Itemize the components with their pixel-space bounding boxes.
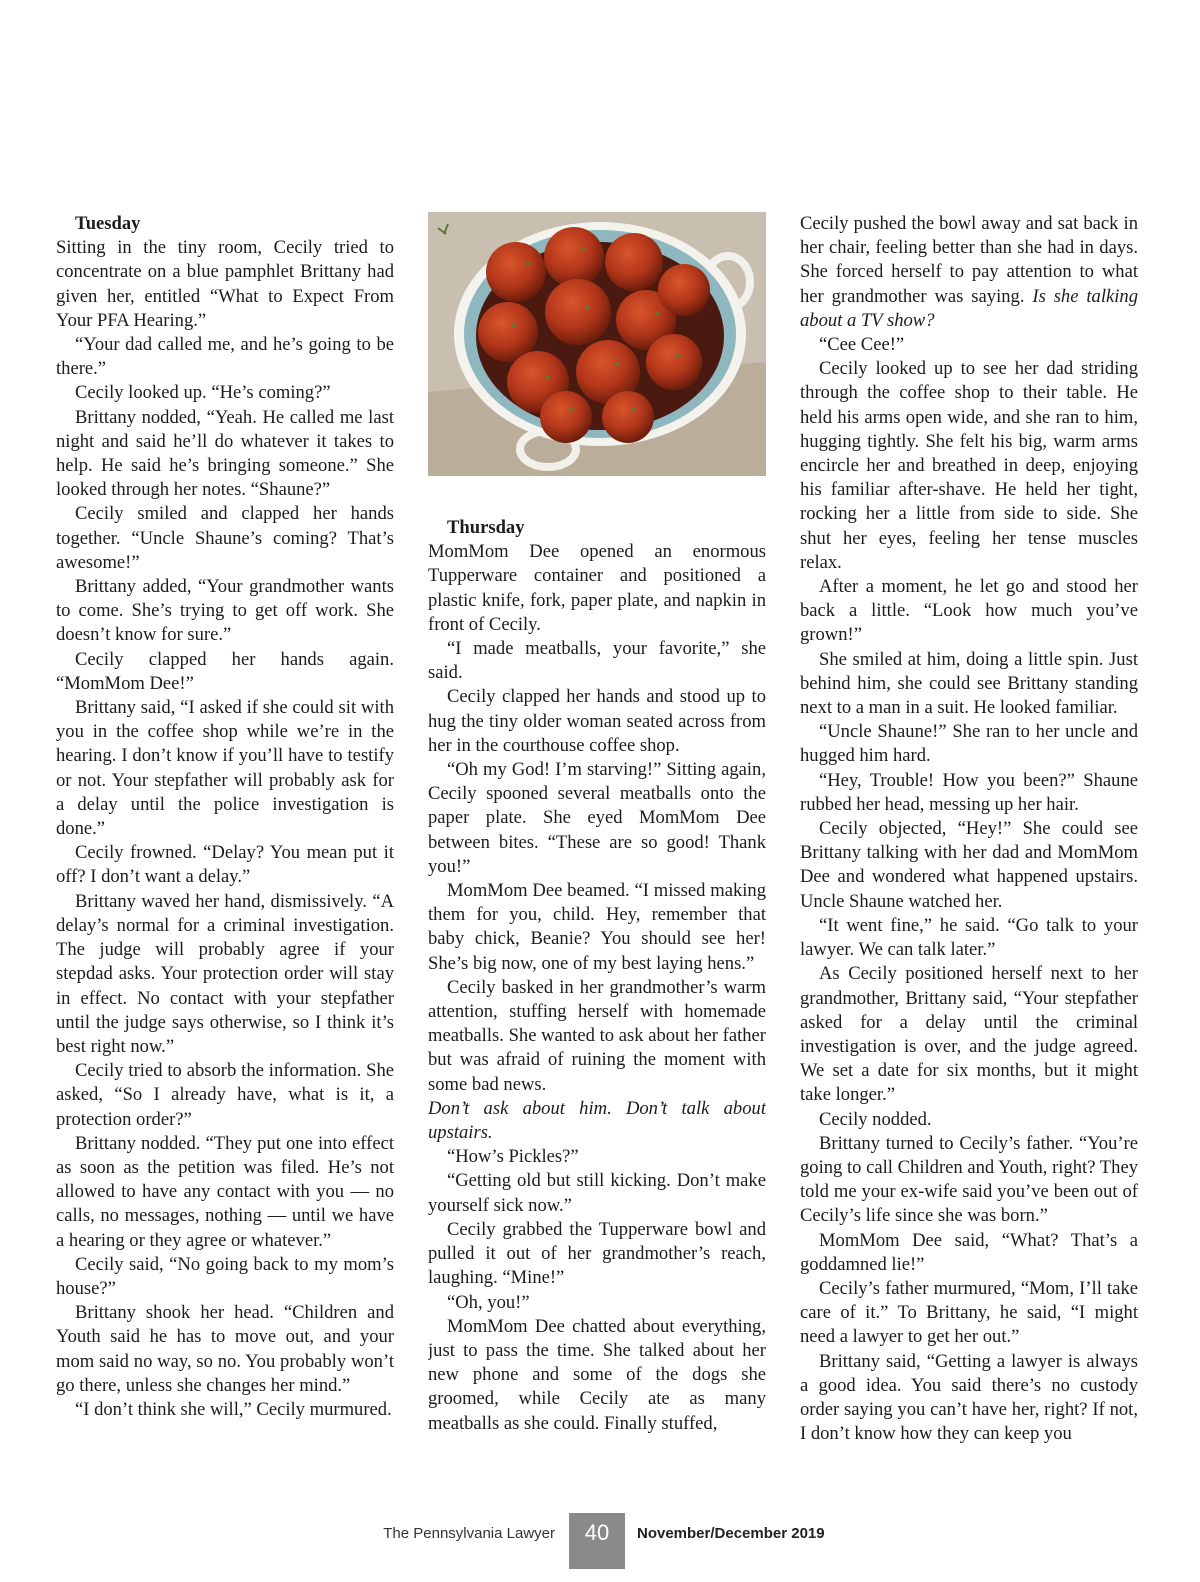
paragraph: Cecily smiled and clapped her hands together. “Uncle Shaune’s coming? That’s awesome!” xyxy=(56,503,394,573)
paragraph: Cecily nodded. xyxy=(819,1108,932,1130)
paragraph: Brittany shook her head. “Children and Youth said he has to move out, and your mom said no way, so no. You probably won’t go there, unless she changes her mind.” xyxy=(56,1302,394,1396)
paragraph: Sitting in the tiny room, Cecily tried to concentrate on a blue pamphlet Brittany had given her, entitled “What to Expect From Your PFA Hearing.” xyxy=(56,237,394,331)
paragraph: She smiled at him, doing a little spin. Just behind him, she could see Brittany standing next to a man in a suit. He looked familiar. xyxy=(800,648,1138,719)
section-heading-tuesday: Tuesday xyxy=(75,213,141,234)
page-footer xyxy=(0,1513,1200,1569)
paragraph: Cecily frowned. “Delay? You mean put it off? I don’t want a delay.” xyxy=(56,842,394,888)
paragraph: “I made meatballs, your favorite,” she said. xyxy=(428,638,766,684)
publication-name: The Pennsylvania Lawyer xyxy=(383,1525,555,1542)
column-3 xyxy=(800,212,1138,1446)
paragraph: Cecily objected, “Hey!” She could see Brittany talking with her dad and MomMom Dee and wondered what happened upstairs. Uncle Shaune watched her. xyxy=(800,818,1138,912)
paragraph: Brittany nodded, “Yeah. He called me last night and said he’ll do whatever it takes to help. He said he’s bringing someone.” She looked through her notes. “Shaune?” xyxy=(56,406,394,501)
meatballs-illustration xyxy=(428,212,766,476)
paragraph: “Uncle Shaune!” She ran to her uncle and hugged him hard. xyxy=(800,721,1138,767)
page-number: 40 xyxy=(569,1513,625,1569)
paragraph: After a moment, he let go and stood her back a little. “Look how much you’ve grown!” xyxy=(800,576,1138,646)
paragraph: MomMom Dee chatted about everything, just to pass the time. She talked about her new phone and some of the dogs she groomed, while Cecily ate as many meatballs as she could. Finally stuffed, xyxy=(428,1315,766,1434)
paragraph: “Your dad called me, and he’s going to be there.” xyxy=(56,334,394,380)
paragraph: Brittany nodded. “They put one into effect as soon as the petition was filed. He’s not allowed to have any contact with you — no calls, no messages, nothing — until we have a hearing or they agree or whatever.” xyxy=(56,1132,394,1251)
paragraph-opening xyxy=(800,212,1138,333)
opening-text: Cecily pushed the bowl away and sat back in her chair, feeling better than she had in days. She forced herself to pay attention to what her grandmother was saying. xyxy=(800,213,1138,307)
paragraph: “Oh, you!” xyxy=(447,1291,530,1313)
column-2 xyxy=(428,212,766,1436)
paragraph: Brittany turned to Cecily’s father. “You’re going to call Children and Youth, right? They told me your ex-wife said you’ve been out of Cecily’s life since she was born.” xyxy=(800,1132,1138,1227)
paragraph: “Cee Cee!” xyxy=(819,334,905,356)
paragraph: Brittany added, “Your grandmother wants to come. She’s trying to get off work. She doesn’t know for sure.” xyxy=(56,576,394,646)
italic-thought-text: Don’t ask about him. Don’t talk about upstairs. xyxy=(428,1097,766,1144)
paragraph: “I don’t think she will,” Cecily murmured. xyxy=(75,1398,392,1420)
paragraph: Brittany waved her hand, dismissively. “A delay’s normal for a criminal investigation. The judge will probably agree if your stepdad asks. Your protection order will stay in effect. No contact with your stepfather until the judge says otherwise, so I think it’s best right now.” xyxy=(56,890,394,1057)
paragraph: “Getting old but still kicking. Don’t make yourself sick now.” xyxy=(428,1170,766,1216)
paragraph: Cecily grabbed the Tupperware bowl and pulled it out of her grandmother’s reach, laughing. “Mine!” xyxy=(428,1218,766,1289)
column-1 xyxy=(56,212,394,1422)
paragraph: MomMom Dee opened an enormous Tupperware container and positioned a plastic knife, fork, paper plate, and napkin in front of Cecily. xyxy=(428,541,766,635)
paragraph: Cecily said, “No going back to my mom’s house?” xyxy=(56,1253,394,1299)
paragraph: Cecily clapped her hands again. “MomMom Dee!” xyxy=(56,648,394,694)
paragraph: Cecily tried to absorb the information. She asked, “So I already have, what is it, a protection order?” xyxy=(56,1060,394,1130)
paragraph: Brittany said, “Getting a lawyer is always a good idea. You said there’s no custody order saying you can’t have her, right? If not, I don’t know how they can keep you xyxy=(800,1350,1138,1445)
paragraph: Cecily clapped her hands and stood up to hug the tiny older woman seated across from her in the courthouse coffee shop. xyxy=(428,686,766,756)
section-heading-thursday: Thursday xyxy=(447,517,525,538)
paragraph: “How’s Pickles?” xyxy=(447,1146,579,1168)
paragraph: MomMom Dee beamed. “I missed making them for you, child. Hey, remember that baby chick, Beanie? You should see her! She’s big now, one of my best laying hens.” xyxy=(428,880,766,974)
paragraph: As Cecily positioned herself next to her grandmother, Brittany said, “Your stepfather asked for a delay until the criminal investigation is over, and the judge agreed. We set a date for six months, but it might take longer.” xyxy=(800,963,1138,1106)
paragraph: MomMom Dee said, “What? That’s a goddamned lie!” xyxy=(800,1229,1138,1275)
meatballs-photo xyxy=(428,212,766,476)
issue-date: November/December 2019 xyxy=(637,1525,825,1542)
paragraph: Brittany said, “I asked if she could sit with you in the coffee shop while we’re in the hearing. I don’t know if you’ll have to testify or not. Your stepfather will probably ask for a delay until the police investigation is done.” xyxy=(56,697,394,840)
paragraph: Cecily’s father murmured, “Mom, I’ll take care of it.” To Brittany, he said, “I might need a lawyer to get her out.” xyxy=(800,1277,1138,1348)
paragraph: “Oh my God! I’m starving!” Sitting again, Cecily spooned several meatballs onto the paper plate. She eyed MomMom Dee between bites. “These are so good! Thank you!” xyxy=(428,759,766,877)
paragraph: Cecily basked in her grandmother’s warm attention, stuffing herself with homemade meatballs. She wanted to ask about her father but was afraid of ruining the moment with some bad news. xyxy=(428,976,766,1095)
opening-italic: Is she talking about a TV show? xyxy=(800,285,1138,331)
paragraph: Cecily looked up. “He’s coming?” xyxy=(75,382,331,404)
paragraph: “Hey, Trouble! How you been?” Shaune rubbed her head, messing up her hair. xyxy=(800,769,1138,815)
paragraph: “It went fine,” he said. “Go talk to your lawyer. We can talk later.” xyxy=(800,914,1138,961)
paragraph: Cecily looked up to see her dad striding through the coffee shop to their table. He held his arms open wide, and she ran to him, hugging tightly. She felt his big, warm arms encircle her and breathed in deep, enjoying his familiar after-shave. He held her tight, rocking her a little from side to side. She shut her eyes, feeling her tense muscles relax. xyxy=(800,358,1138,573)
italic-thought xyxy=(428,1097,766,1145)
